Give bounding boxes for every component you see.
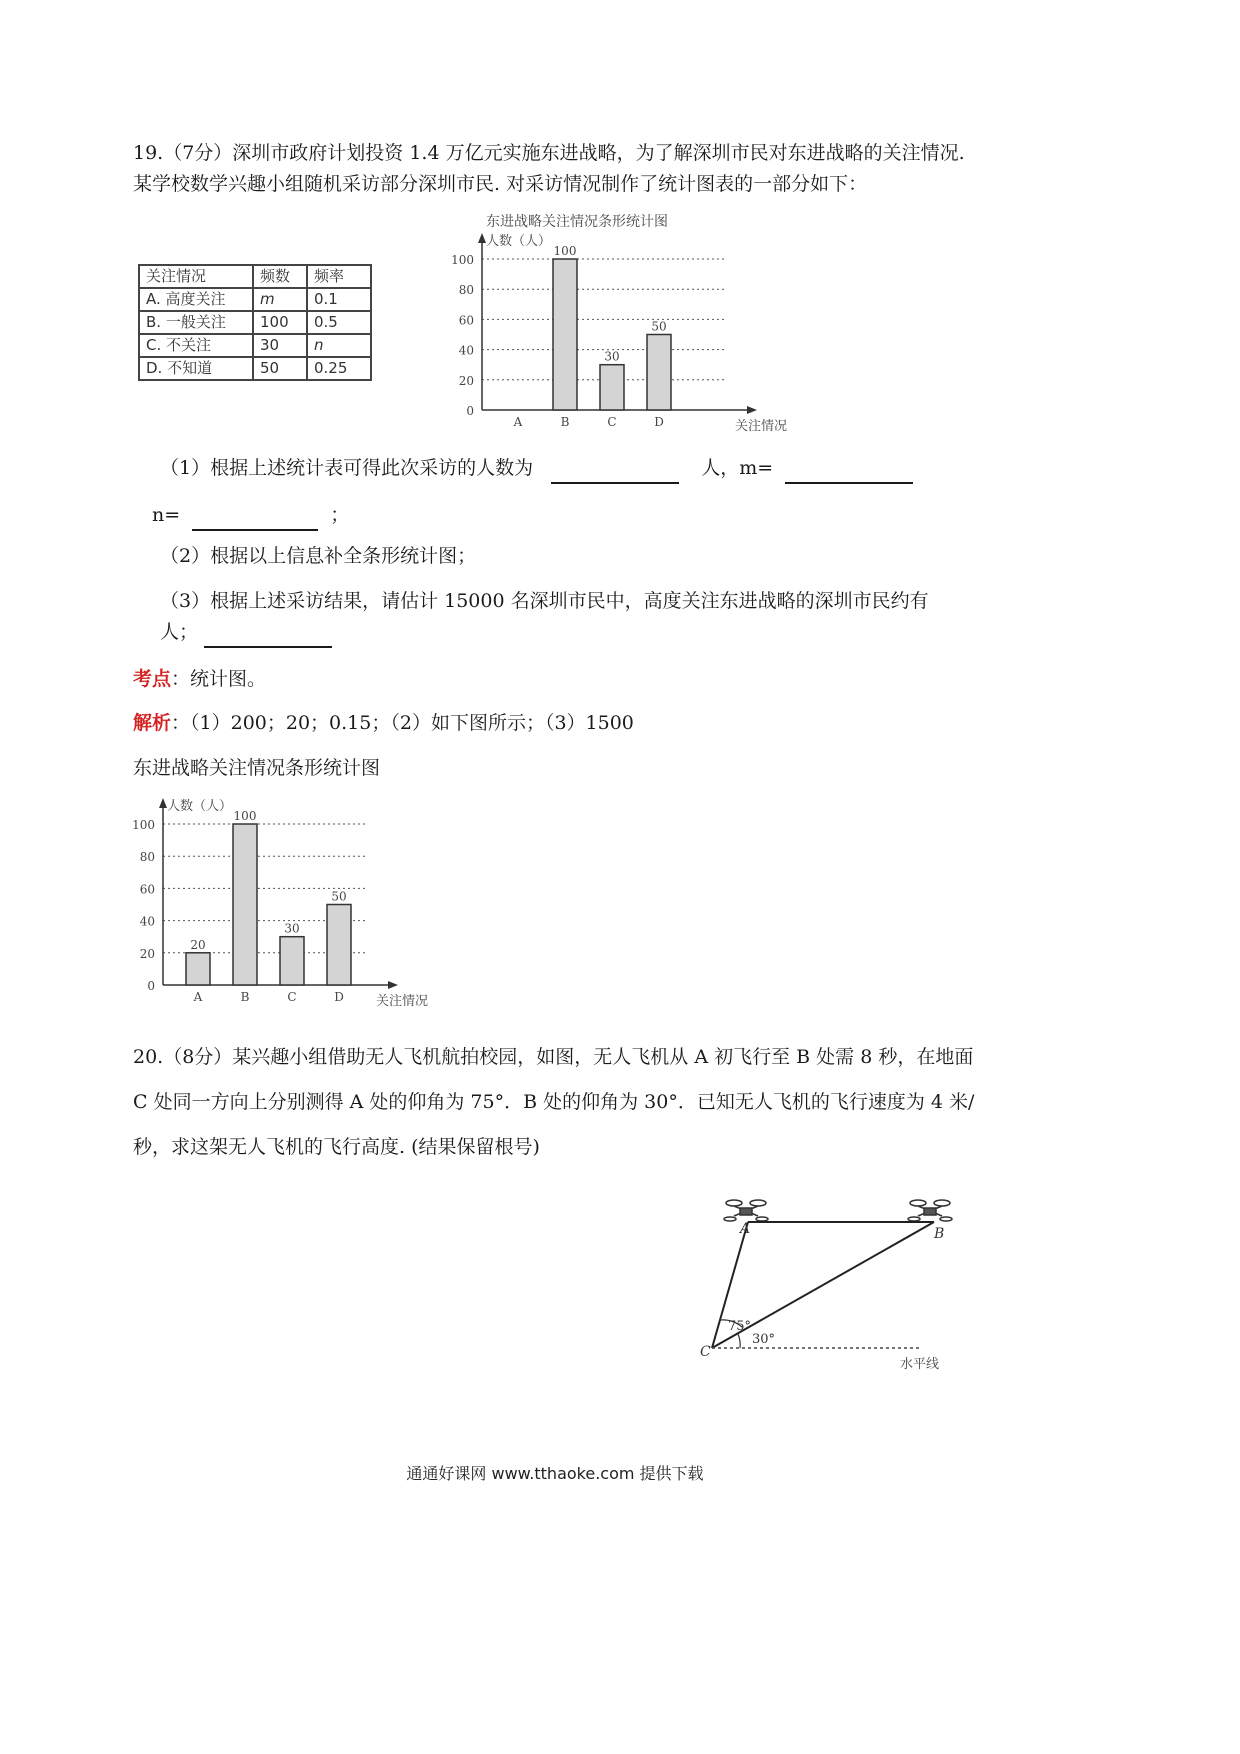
data-label: 100 — [233, 809, 257, 823]
bar-a — [186, 953, 210, 985]
chart-title: 东进战略关注情况条形统计图 — [486, 214, 668, 230]
y-axis-label: 人数（人） — [486, 234, 552, 249]
table-cell: C. 不关注 — [139, 334, 253, 357]
page-footer: 通通好课网 www.tthaoke.com 提供下载 — [406, 1464, 704, 1483]
y-axis-arrow — [478, 233, 486, 243]
q20-line1: 20.（8分）某兴趣小组借助无人飞机航拍校园，如图，无人飞机从 A 初飞行至 B 处需 8 秒，在地面 — [133, 1046, 974, 1068]
q19-sub3 — [160, 586, 990, 617]
x-tick-label: D — [334, 990, 344, 1004]
label-c: C — [700, 1344, 711, 1360]
jiexi-label: 解析 — [133, 712, 172, 734]
angle-75-label: 75° — [728, 1319, 752, 1334]
table-cell: 30 — [253, 334, 307, 357]
y-axis-arrow — [159, 798, 167, 808]
kaodian — [133, 664, 266, 695]
data-label: 100 — [553, 244, 577, 258]
table-row — [139, 288, 371, 311]
table-header: 频率 — [307, 265, 371, 288]
q20-stem — [133, 1042, 1093, 1163]
table-cell: B. 一般关注 — [139, 311, 253, 334]
x-tick-label: A — [193, 990, 203, 1004]
x-axis-arrow — [747, 406, 757, 414]
answer-blank-m[interactable] — [785, 460, 913, 484]
bar-d — [327, 905, 351, 986]
y-tick-label: 20 — [139, 946, 155, 961]
label-a: A — [740, 1221, 751, 1237]
q19-line2: 某学校数学兴趣小组随机采访部分深圳市民. 对采访情况制作了统计图表的一部分如下： — [133, 173, 868, 195]
x-tick-label: D — [654, 415, 664, 429]
table-cell: 0.25 — [307, 357, 371, 380]
y-axis-label: 人数（人） — [167, 799, 233, 814]
q19-sub2: （2）根据以上信息补全条形统计图； — [160, 545, 477, 567]
q19-sub1 — [160, 453, 1060, 484]
q20-line3: 秒，求这架无人飞机的飞行高度. (结果保留根号) — [133, 1136, 540, 1158]
answer-blank-count[interactable] — [551, 460, 679, 484]
kaodian-text: ：统计图。 — [171, 668, 267, 690]
bar-b — [233, 824, 257, 985]
table-cell: 0.1 — [307, 288, 371, 311]
sub1-text-m: 人，m= — [701, 457, 774, 479]
x-axis-label: 关注情况 — [376, 994, 429, 1009]
table-cell: 100 — [253, 311, 307, 334]
table-header: 频数 — [253, 265, 307, 288]
table-cell: D. 不知道 — [139, 357, 253, 380]
y-tick-label: 0 — [466, 404, 474, 418]
x-tick-label: A — [513, 415, 523, 429]
answer-chart-caption: 东进战略关注情况条形统计图 — [133, 757, 381, 779]
data-label: 50 — [651, 319, 667, 334]
table-cell: m — [253, 288, 307, 311]
y-tick-label: 100 — [451, 253, 474, 267]
data-label: 20 — [190, 937, 206, 952]
data-label: 30 — [284, 921, 300, 936]
sub1-text-end: ； — [330, 504, 350, 526]
horizon-label: 水平线 — [900, 1357, 940, 1372]
q20-line2: C 处同一方向上分别测得 A 处的仰角为 75°．B 处的仰角为 30°．已知无人飞机的飞行速度为 4 米/ — [133, 1091, 975, 1113]
y-tick-label: 80 — [139, 850, 155, 865]
angle-arc-30 — [738, 1334, 740, 1348]
sub1-text: （1）根据上述统计表可得此次采访的人数为 — [160, 457, 534, 479]
frequency-table — [138, 264, 372, 381]
answer-bar-chart — [133, 792, 433, 1012]
answer-blank-n[interactable] — [192, 507, 318, 531]
y-tick-label: 40 — [139, 914, 155, 929]
jiexi — [133, 708, 634, 739]
table-row — [139, 334, 371, 357]
y-tick-label: 20 — [458, 373, 474, 388]
bar-c — [280, 937, 304, 985]
x-tick-label: C — [607, 415, 617, 429]
sub3-text-b: 人； — [160, 621, 199, 643]
answer-blank-estimate[interactable] — [204, 624, 332, 648]
data-label: 30 — [604, 349, 620, 364]
bar-d — [647, 335, 671, 411]
table-row — [139, 357, 371, 380]
q19-sub1-n — [152, 500, 752, 531]
q19-sub3-b — [160, 617, 560, 648]
table-cell: n — [307, 334, 371, 357]
y-tick-label: 60 — [458, 313, 474, 328]
jiexi-text: ：（1）200；20；0.15；（2）如下图所示；（3）1500 — [171, 712, 634, 734]
kaodian-label: 考点 — [133, 668, 172, 690]
x-axis-arrow — [388, 981, 398, 989]
y-tick-label: 100 — [132, 818, 155, 832]
q19-line1: 19.（7分）深圳市政府计划投资 1.4 万亿元实施东进战略，为了解深圳市民对东进战略的关注情况. — [133, 142, 965, 164]
q19-stem — [133, 138, 1113, 200]
x-axis-label: 关注情况 — [735, 419, 788, 434]
table-row — [139, 311, 371, 334]
drone-b-icon — [908, 1200, 952, 1221]
sub3-text: （3）根据上述采访结果，请估计 15000 名深圳市民中，高度关注东进战略的深圳市民约有 — [160, 590, 929, 612]
y-tick-label: 40 — [458, 343, 474, 358]
sub1-text-n: n= — [152, 504, 181, 526]
table-header-row — [139, 265, 371, 288]
table-cell: A. 高度关注 — [139, 288, 253, 311]
y-tick-label: 60 — [139, 882, 155, 897]
label-b: B — [934, 1226, 945, 1242]
bar-b — [553, 259, 577, 410]
question-bar-chart — [440, 210, 788, 440]
y-tick-label: 0 — [147, 979, 155, 993]
x-tick-label: B — [240, 990, 250, 1004]
bar-c — [600, 365, 624, 410]
angle-30-label: 30° — [752, 1332, 776, 1347]
drone-figure — [690, 1190, 970, 1380]
data-label: 50 — [331, 889, 347, 904]
x-tick-label: B — [560, 415, 570, 429]
table-header: 关注情况 — [139, 265, 253, 288]
table-cell: 0.5 — [307, 311, 371, 334]
table-cell: 50 — [253, 357, 307, 380]
drone-a-icon — [724, 1200, 768, 1221]
y-tick-label: 80 — [458, 283, 474, 298]
x-tick-label: C — [287, 990, 297, 1004]
